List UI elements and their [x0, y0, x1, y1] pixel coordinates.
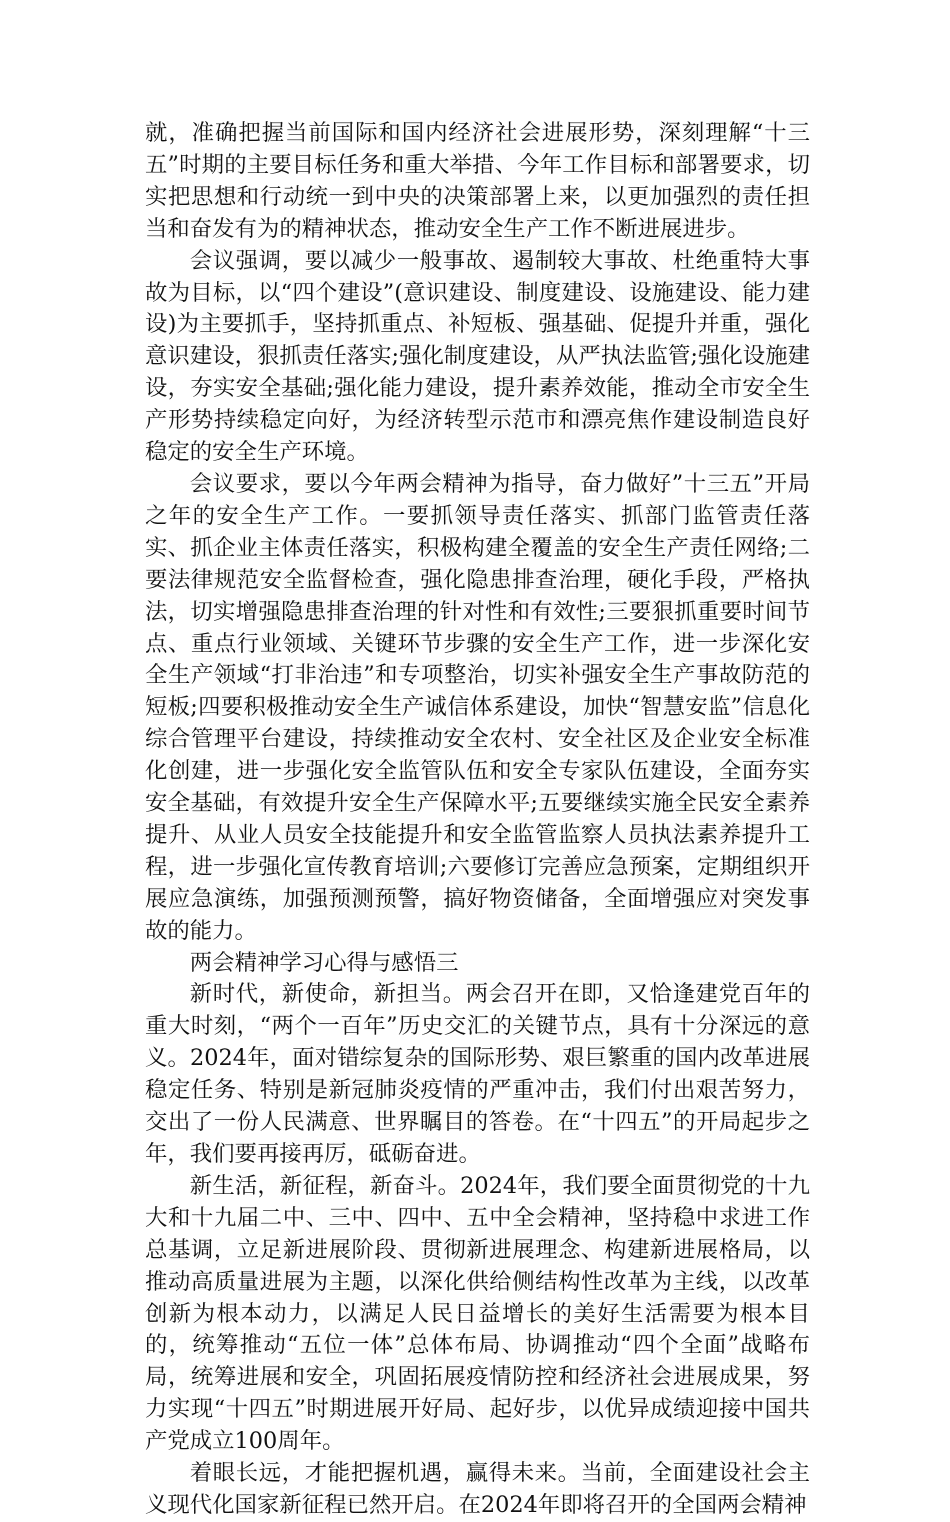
paragraph-continuation: 就，准确把握当前国际和国内经济社会进展形势，深刻理解“十三五”时期的主要目标任务和重大举措、今年工作目标和部署要求，切实把思想和行动统一到中央的决策部署上来，以更加强烈的责任担当和奋发有为的精神状态，推动安全生产工作不断进展进步。	[145, 120, 810, 242]
paragraph-long-term: 着眼长远，才能把握机遇，赢得未来。当前，全面建设社会主义现代化国家新征程已然开启。在2024年即将召开的全国两会精神	[145, 1460, 810, 1518]
paragraph-new-era: 新时代，新使命，新担当。两会召开在即，又恰逢建党百年的重大时刻，“两个一百年”历史交汇的关键节点，具有十分深远的意义。2024年，面对错综复杂的国际形势、艰巨繁重的国内改革进展稳定任务、特别是新冠肺炎疫情的严重冲击，我们付出艰苦努力，交出了一份人民满意、世界瞩目的答卷。在“十四五”的开局起步之年，我们要再接再厉，砥砺奋进。	[145, 981, 810, 1167]
paragraph-meeting-requirements: 会议要求，要以今年两会精神为指导，奋力做好”十三五”开局之年的安全生产工作。一要抓领导责任落实、抓部门监管责任落实、抓企业主体责任落实，积极构建全覆盖的安全生产责任网络;二要法律规范安全监督检查，强化隐患排查治理，硬化手段，严格执法，切实增强隐患排查治理的针对性和有效性;三要狠抓重要时间节点、重点行业领域、关键环节步骤的安全生产工作，进一步深化安全生产领域“打非治违”和专项整治，切实补强安全生产事故防范的短板;四要积极推动安全生产诚信体系建设，加快“智慧安监”信息化综合管理平台建设，持续推动安全农村、安全社区及企业安全标准化创建，进一步强化安全监管队伍和安全专家队伍建设，全面夯实安全基础，有效提升安全生产保障水平;五要继续实施全民安全素养提升、从业人员安全技能提升和安全监管监察人员执法素养提升工程，进一步强化宣传教育培训;六要修订完善应急预案，定期组织开展应急演练，加强预测预警，搞好物资储备，全面增强应对突发事故的能力。	[145, 470, 810, 944]
paragraph-new-journey: 新生活，新征程，新奋斗。2024年，我们要全面贯彻党的十九大和十九届二中、三中、四中、五中全会精神，坚持稳中求进工作总基调，立足新进展阶段、贯彻新进展理念、构建新进展格局，以推动高质量进展为主题，以深化供给侧结构性改革为主线，以改革创新为根本动力，以满足人民日益增长的美好生活需要为根本目的，统筹推动“五位一体”总体布局、协调推动“四个全面”战略布局，统筹进展和安全，巩固拓展疫情防控和经济社会进展成果，努力实现“十四五”时期进展开好局、起好步，以优异成绩迎接中国共产党成立100周年。	[145, 1172, 810, 1455]
document-page	[145, 118, 810, 1522]
section-heading: 两会精神学习心得与感悟三	[189, 949, 459, 976]
paragraph-meeting-emphasis: 会议强调，要以减少一般事故、遏制较大事故、杜绝重特大事故为目标，以“四个建设”(意识建设、制度建设、设施建设、能力建设)为主要抓手，坚持抓重点、补短板、强基础、促提升并重，强化意识建设，狠抓责任落实;强化制度建设，从严执法监管;强化设施建设，夯实安全基础;强化能力建设，提升素养效能，推动全市安全生产形势持续稳定向好，为经济转型示范市和漂亮焦作建设制造良好稳定的安全生产环境。	[145, 247, 810, 466]
